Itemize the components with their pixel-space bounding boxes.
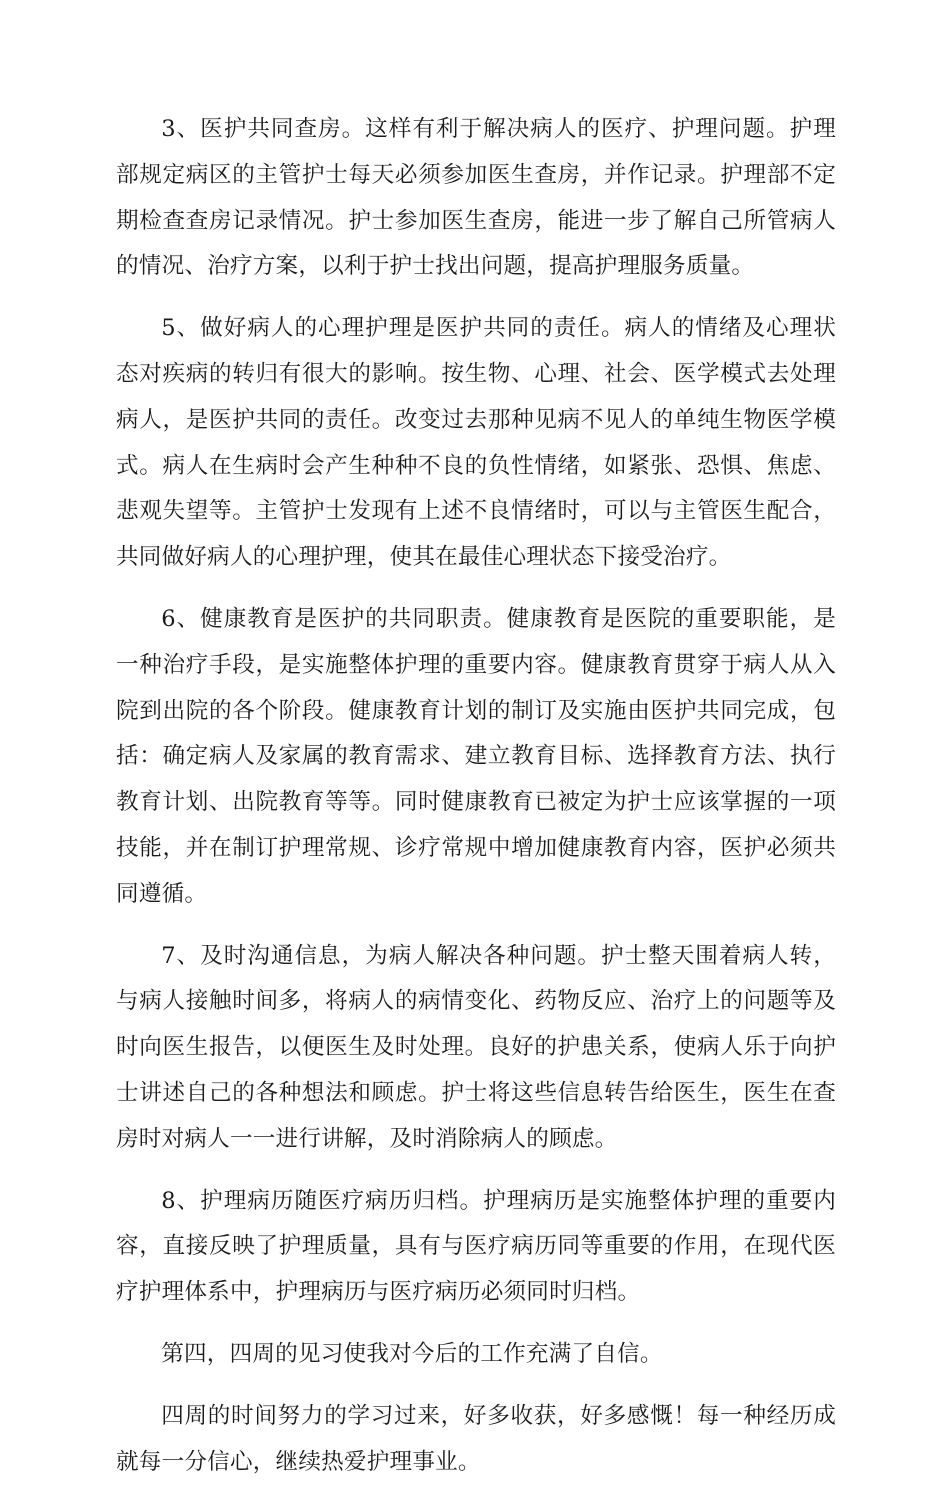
paragraph-closing: 四周的时间努力的学习过来，好多收获，好多感慨！每一种经历成就每一分信心，继续热爱护理事业。 (116, 1402, 836, 1475)
paragraph-fourth-point: 第四，四周的见习使我对今后的工作充满了自信。 (161, 1340, 663, 1367)
paragraph-item-8: 8、护理病历随医疗病历归档。护理病历是实施整体护理的重要内容，直接反映了护理质量，具有与医疗病历同等重要的作用，在现代医疗护理体系中，护理病历与医疗病历必须同时归档。 (116, 1187, 836, 1306)
paragraph-item-3: 3、医护共同查房。这样有利于解决病人的医疗、护理问题。护理部规定病区的主管护士每天必须参加医生查房，并作记录。护理部不定期检查查房记录情况。护士参加医生查房，能进一步了解自己所管病人的情况、治疗方案，以利于护士找出问题，提高护理服务质量。 (116, 116, 836, 280)
document-body (116, 107, 836, 1501)
paragraph-item-6: 6、健康教育是医护的共同职责。健康教育是医院的重要职能，是一种治疗手段，是实施整体护理的重要内容。健康教育贯穿于病人从入院到出院的各个阶段。健康教育计划的制订及实施由医护共同完成，包括：确定病人及家属的教育需求、建立教育目标、选择教育方法、执行教育计划、出院教育等等。同时健康教育已被定为护士应该掌握的一项技能，并在制订护理常规、诊疗常规中增加健康教育内容，医护必须共同遵循。 (116, 605, 836, 907)
paragraph-item-7: 7、及时沟通信息，为病人解决各种问题。护士整天围着病人转，与病人接触时间多，将病人的病情变化、药物反应、治疗上的问题等及时向医生报告，以便医生及时处理。良好的护患关系，使病人乐于向护士讲述自己的各种想法和顾虑。护士将这些信息转告给医生，医生在查房时对病人一一进行讲解，及时消除病人的顾虑。 (116, 942, 836, 1152)
paragraph-item-5: 5、做好病人的心理护理是医护共同的责任。病人的情绪及心理状态对疾病的转归有很大的影响。按生物、心理、社会、医学模式去处理病人，是医护共同的责任。改变过去那种见病不见人的单纯生物医学模式。病人在生病时会产生种种不良的负性情绪，如紧张、恐惧、焦虑、悲观失望等。主管护士发现有上述不良情绪时，可以与主管医生配合，共同做好病人的心理护理，使其在最佳心理状态下接受治疗。 (116, 315, 836, 571)
